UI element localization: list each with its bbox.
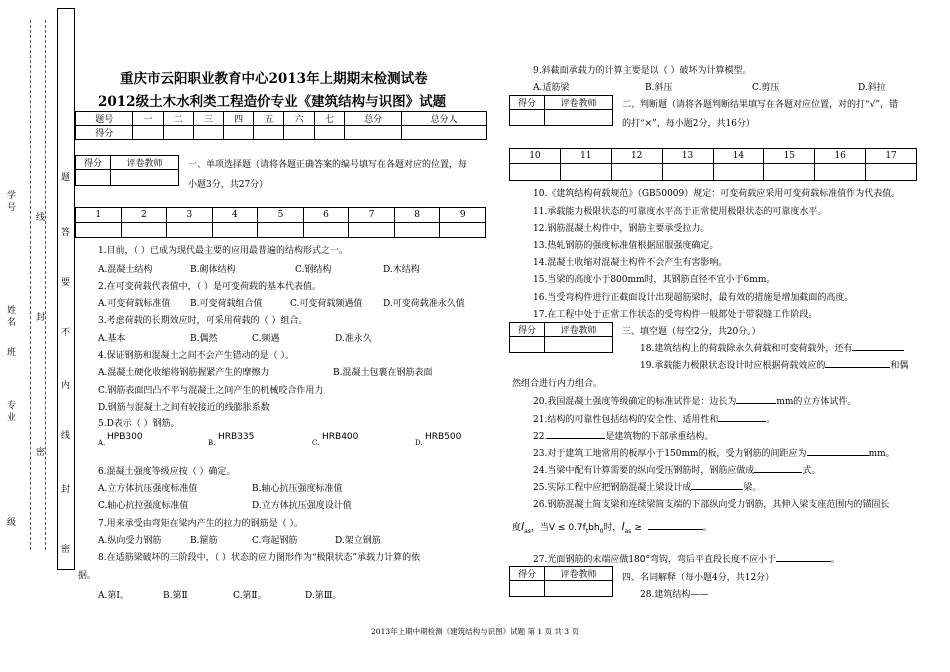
answer-num: 6 [303, 208, 349, 223]
grader-teacher-label: 评卷教师 [544, 567, 612, 581]
fill-26-when: ，当 [530, 523, 549, 533]
question-3: 3.考虑荷载的长期效应时，可采用荷载的（ ）组合。 [98, 316, 308, 326]
score-cell: 总分人 [402, 112, 487, 126]
section4-heading: 四、名词解释（每小题4分，共12分） [622, 573, 775, 583]
score-cell: 一 [133, 112, 163, 126]
answer-num: 13 [662, 149, 713, 164]
score-input-cell[interactable] [402, 126, 487, 140]
score-cell: 二 [163, 112, 193, 126]
fill-23 [533, 446, 895, 459]
option: B.轴心抗压强度标准值 [252, 484, 343, 494]
option: B.箍筋 [190, 536, 218, 546]
option: B.砌体结构 [190, 265, 236, 275]
side-char: 密 [36, 448, 46, 458]
score-input-cell[interactable] [133, 126, 163, 140]
question-1: 1.目前，（ ）已成为现代最主要的应用最普遍的结构形式之一。 [98, 246, 348, 256]
option: D.架立钢筋 [335, 536, 381, 546]
fill-27 [533, 552, 840, 565]
answer-num: 4 [212, 208, 258, 223]
score-cell: 七 [314, 112, 344, 126]
fill-blank[interactable] [648, 529, 703, 530]
judge-17: 17.在工程中处于正常工作状态的受弯构件一般都处于带裂缝工作阶段。 [533, 310, 818, 320]
fill-blank[interactable] [807, 455, 869, 456]
grader-score-label: 得分 [510, 323, 545, 337]
fill-24-tail: 式。 [802, 466, 821, 476]
answer-cell[interactable] [212, 223, 258, 238]
option: D.钢筋与混凝土之间有较接近的线膨胀系数 [98, 403, 270, 413]
grader-score-cell[interactable] [510, 581, 545, 597]
fill-blank[interactable] [852, 350, 904, 351]
fill-blank[interactable] [825, 367, 890, 368]
score-input-cell[interactable] [284, 126, 314, 140]
option: C.第Ⅱ。 [233, 591, 267, 601]
score-cell: 五 [254, 112, 284, 126]
score-cell: 六 [284, 112, 314, 126]
fill-26-bh: bh [588, 523, 600, 533]
grader-teacher-label: 评卷教师 [544, 323, 612, 337]
grader-score-label: 得分 [510, 567, 545, 581]
question-28: 28.建筑结构—— [640, 590, 709, 600]
fill-24-text: 24.当梁中配有计算需要的纵向受压钢筋时，钢筋应做成 [533, 466, 755, 476]
option: C. [312, 439, 320, 447]
answer-cell[interactable] [662, 164, 713, 181]
seal-char: 要 [61, 278, 71, 288]
side-char: 封 [36, 313, 46, 323]
score-input-cell[interactable] [224, 126, 254, 140]
side-char: 线 [36, 213, 46, 223]
answer-cell[interactable] [713, 164, 764, 181]
fill-26-end: 。 [702, 523, 712, 533]
fill-19 [640, 358, 908, 371]
answer-num: 17 [866, 149, 917, 164]
answer-grid-2 [509, 148, 917, 181]
grader-score-label: 得分 [510, 96, 545, 110]
answer-cell[interactable] [611, 164, 662, 181]
answer-num: 7 [349, 208, 395, 223]
fill-blank[interactable] [691, 489, 743, 490]
score-cell: 题号 [76, 112, 133, 126]
question-7: 7.用来承受由弯矩在梁内产生的拉力的钢筋是（ ）。 [98, 519, 303, 529]
question-9: 9.斜截面承载力的计算主要是以（ ）破坏为计算模型。 [533, 66, 752, 76]
fill-26-l: l [521, 520, 525, 533]
judge-12: 12.钢筋混凝土构件中，钢筋主要承受拉力。 [533, 224, 710, 234]
fill-20-text: 20.我国混凝土强度等级确定的标准试件是：边长为 [533, 397, 737, 407]
option: B.混凝土包裹在钢筋表面 [333, 368, 433, 378]
option: C.轴心抗拉强度标准值 [98, 501, 189, 511]
answer-grid-1 [75, 207, 486, 238]
fill-26-word: 度 [512, 523, 522, 533]
answer-num: 3 [167, 208, 213, 223]
fill-26-geq: ≥ [634, 523, 642, 533]
score-cell: 三 [193, 112, 223, 126]
score-row-label: 得分 [76, 126, 133, 140]
student-id-label: 学号 [7, 191, 17, 213]
fill-25 [533, 480, 761, 493]
option: C.弯起钢筋 [252, 536, 298, 546]
answer-cell[interactable] [76, 223, 122, 238]
section1-heading: 一、单项选择题（请将各题正确答案的编号填写在各题对应的位置，每 [188, 160, 468, 170]
option: A.立方体抗压强度标准值 [98, 484, 198, 494]
answer-cell[interactable] [440, 223, 486, 238]
answer-cell[interactable] [303, 223, 349, 238]
answer-cell[interactable] [764, 164, 815, 181]
option: D.木结构 [383, 265, 420, 275]
seal-char: 线 [61, 431, 71, 441]
option: A.适筋梁 [533, 83, 570, 93]
fill-26-sub: as [624, 527, 632, 535]
judge-14: 14.混凝土收缩对混凝土构件不会产生有害影响。 [533, 258, 728, 268]
answer-cell[interactable] [510, 164, 561, 181]
exam-subtitle: 2012级土木水利类工程造价专业《建筑结构与识图》试题 [98, 94, 447, 110]
answer-cell[interactable] [349, 223, 395, 238]
fill-26-sub: as [524, 527, 531, 535]
grader-teacher-label: 评卷教师 [110, 156, 178, 170]
score-input-cell[interactable] [163, 126, 193, 140]
judge-15: 15.当梁的高度小于800mm时，其钢筋直径不宜小于6mm。 [533, 275, 776, 285]
option: A.可变荷载标准值 [98, 299, 171, 309]
option: B.偶然 [190, 334, 218, 344]
option-value: HRB400 [322, 432, 359, 442]
question-6: 6.混凝土强度等级应按（ ）确定。 [98, 467, 236, 477]
option-value: HRB500 [425, 432, 462, 442]
option: D. [415, 439, 423, 447]
section1-heading-cont: 小题3分，共27分） [188, 180, 269, 190]
fill-21-text: 21.结构的可靠性包括结构的安全性、适用性和 [533, 415, 719, 425]
answer-num: 16 [815, 149, 866, 164]
fill-blank[interactable] [776, 561, 831, 562]
grader-score-cell[interactable] [510, 337, 545, 353]
grader-teacher-label: 评卷教师 [544, 96, 612, 110]
option: A.基本 [98, 334, 126, 344]
fill-blank[interactable] [547, 438, 605, 439]
fill-19-cont: 然组合进行内力组合。 [512, 379, 603, 389]
fill-21-tail: 。 [766, 415, 776, 425]
answer-num: 14 [713, 149, 764, 164]
fill-23-text: 23.对于建筑工地常用的板厚小于150mm的板，受力钢筋的间距应为 [533, 449, 807, 459]
answer-cell[interactable] [815, 164, 866, 181]
answer-cell[interactable] [866, 164, 917, 181]
fill-26-sub: 0 [599, 527, 604, 535]
seal-char: 答 [61, 228, 71, 238]
score-cell: 四 [224, 112, 254, 126]
fill-24 [533, 463, 820, 476]
fill-blank[interactable] [718, 421, 766, 422]
fill-26: 26.钢筋混凝土简支梁和连续梁简支端的下部纵向受力钢筋，其伸入梁支座范围内的锚固长 [533, 500, 890, 510]
question-2: 2.在可变荷载代表值中，（ ）是可变荷载的基本代表值。 [98, 282, 321, 292]
fill-19-tail: 和偶 [890, 361, 909, 371]
score-input-cell[interactable] [344, 126, 401, 140]
seal-char: 不 [61, 328, 71, 338]
answer-cell[interactable] [258, 223, 304, 238]
name-label: 姓名 [7, 306, 17, 328]
score-input-cell[interactable] [193, 126, 223, 140]
score-input-cell[interactable] [254, 126, 284, 140]
answer-cell[interactable] [121, 223, 167, 238]
option: A.纵向受力钢筋 [98, 536, 162, 546]
seal-char: 密 [61, 545, 71, 555]
grader-teacher-cell[interactable] [544, 110, 612, 126]
question-8-cont: 据。 [78, 571, 97, 581]
grader-teacher-cell[interactable] [544, 581, 612, 597]
option: C.可变荷载频遇值 [290, 299, 363, 309]
section2-heading-cont: 的打“×”，每小题2分，共16分） [622, 119, 755, 129]
option: D.立方体抗压强度设计值 [252, 501, 352, 511]
grader-score-label: 得分 [76, 156, 111, 170]
answer-num: 8 [394, 208, 440, 223]
answer-num: 1 [76, 208, 122, 223]
judge-16: 16.当受弯构件进行正截面设计出现超筋梁时，最有效的措施是增加截面的高度。 [533, 293, 854, 303]
grader-score-cell[interactable] [510, 110, 545, 126]
option: B.可变荷载组合值 [190, 299, 263, 309]
grader-box-2 [509, 95, 613, 126]
answer-cell[interactable] [394, 223, 440, 238]
fill-27-tail: 。 [831, 555, 841, 565]
seal-char: 题 [61, 173, 71, 183]
grader-score-cell[interactable] [76, 170, 111, 186]
fill-20 [533, 394, 856, 407]
answer-num: 9 [440, 208, 486, 223]
answer-cell[interactable] [167, 223, 213, 238]
question-5: 5.D表示（ ）钢筋。 [98, 419, 180, 429]
answer-num: 10 [510, 149, 561, 164]
major-label: 专业 [7, 401, 17, 423]
fill-blank[interactable] [754, 472, 802, 473]
answer-num: 5 [258, 208, 304, 223]
judge-13: 13.热轧钢筋的强度标准值根据屈服强度确定。 [533, 241, 719, 251]
grader-box-4 [509, 566, 613, 597]
grader-teacher-cell[interactable] [544, 337, 612, 353]
fill-26-formula [512, 520, 712, 535]
grader-box-3 [509, 322, 613, 353]
fill-26-sub: t [585, 527, 589, 535]
grade-label: 级 [7, 518, 17, 528]
option: D.第Ⅲ。 [305, 591, 342, 601]
fill-23-tail: mm。 [868, 449, 895, 459]
fill-18 [640, 341, 904, 354]
score-input-cell[interactable] [314, 126, 344, 140]
fill-25-tail: 梁。 [743, 483, 762, 493]
option: C.频遇 [252, 334, 280, 344]
answer-num: 12 [611, 149, 662, 164]
answer-cell[interactable] [560, 164, 611, 181]
judge-11: 11.承载能力极限状态的可靠度水平高于正常使用极限状态的可靠度水平。 [533, 207, 827, 217]
option: B.第Ⅱ [163, 591, 188, 601]
answer-num: 2 [121, 208, 167, 223]
option: B. [208, 439, 216, 447]
option: D.准永久 [335, 334, 372, 344]
fill-18-text: 18.建筑结构上的荷载除永久荷载和可变荷载外，还有 [640, 344, 853, 354]
section2-heading: 二、判断题（请将各题判断结果填写在各题对应位置，对的打“√”，错 [622, 100, 898, 110]
judge-10: 10.《建筑结构荷载规范》（GB50009）规定：可变荷载应采用可变荷载标准值作为代表值。 [533, 189, 901, 199]
option: D.斜拉 [858, 83, 886, 93]
fill-22-tail: 是建筑物的下部承重结构。 [605, 432, 714, 442]
grader-teacher-cell[interactable] [110, 170, 178, 186]
section3-heading: 三、填空题（每空2分，共20分。） [622, 327, 761, 337]
option-value: HRB335 [218, 432, 255, 442]
seal-char: 内 [61, 381, 71, 391]
fill-27-text: 27.光面钢筋的末端应做180°弯钩，弯后平直段长度不应小于 [533, 555, 776, 565]
binding-dashed-line [30, 20, 31, 550]
class-label: 班 [7, 348, 17, 358]
option: C.钢结构 [295, 265, 332, 275]
option-value: HPB300 [107, 432, 143, 442]
exam-title: 重庆市云阳职业教育中心2013年上期期末检测试卷 [120, 71, 428, 87]
fill-19-text: 19.承载能力极限状态设计时应根据荷载效应的 [640, 361, 826, 371]
fill-22 [533, 429, 713, 442]
answer-num: 15 [764, 149, 815, 164]
option: D.可变荷载准永久值 [383, 299, 465, 309]
score-table [75, 111, 487, 140]
fill-21 [533, 412, 775, 425]
option: B.斜压 [645, 83, 673, 93]
question-8: 8.在适筋梁破坏的三阶段中，（ ）状态的应力图形作为“极限状态”承载力计算的依 [98, 553, 421, 563]
fill-blank[interactable] [736, 403, 776, 404]
option: A.混凝土硬化收缩将钢筋握紧产生的摩擦力 [98, 368, 270, 378]
fill-26-v: V ≤ 0.7f [548, 523, 586, 533]
option: A.混凝土结构 [98, 265, 153, 275]
option: C.剪压 [752, 83, 780, 93]
option: A.第Ⅰ。 [98, 591, 129, 601]
fill-20-tail: mm的立方体试件。 [776, 397, 857, 407]
grader-box-1 [75, 155, 179, 186]
seal-char: 封 [61, 485, 71, 495]
score-cell: 总分 [344, 112, 401, 126]
option: C.钢筋表面凹凸不平与混凝土之间产生的机械咬合作用力 [98, 386, 324, 396]
fill-22-text: 22. [533, 432, 548, 442]
fill-26-l2: l [621, 520, 625, 533]
fill-26-comma: 时， [603, 523, 622, 533]
binding-dashed-line-2 [45, 20, 46, 550]
page-footer: 2013年上期中期检测《建筑结构与识图》试题 第 1 页 共 3 页 [371, 627, 579, 636]
answer-num: 11 [560, 149, 611, 164]
fill-25-text: 25.实际工程中应把钢筋混凝土梁设计成 [533, 483, 692, 493]
question-4: 4.保证钢筋和混凝土之间不会产生错动的是（ ）。 [98, 351, 294, 361]
option: A. [98, 439, 106, 447]
